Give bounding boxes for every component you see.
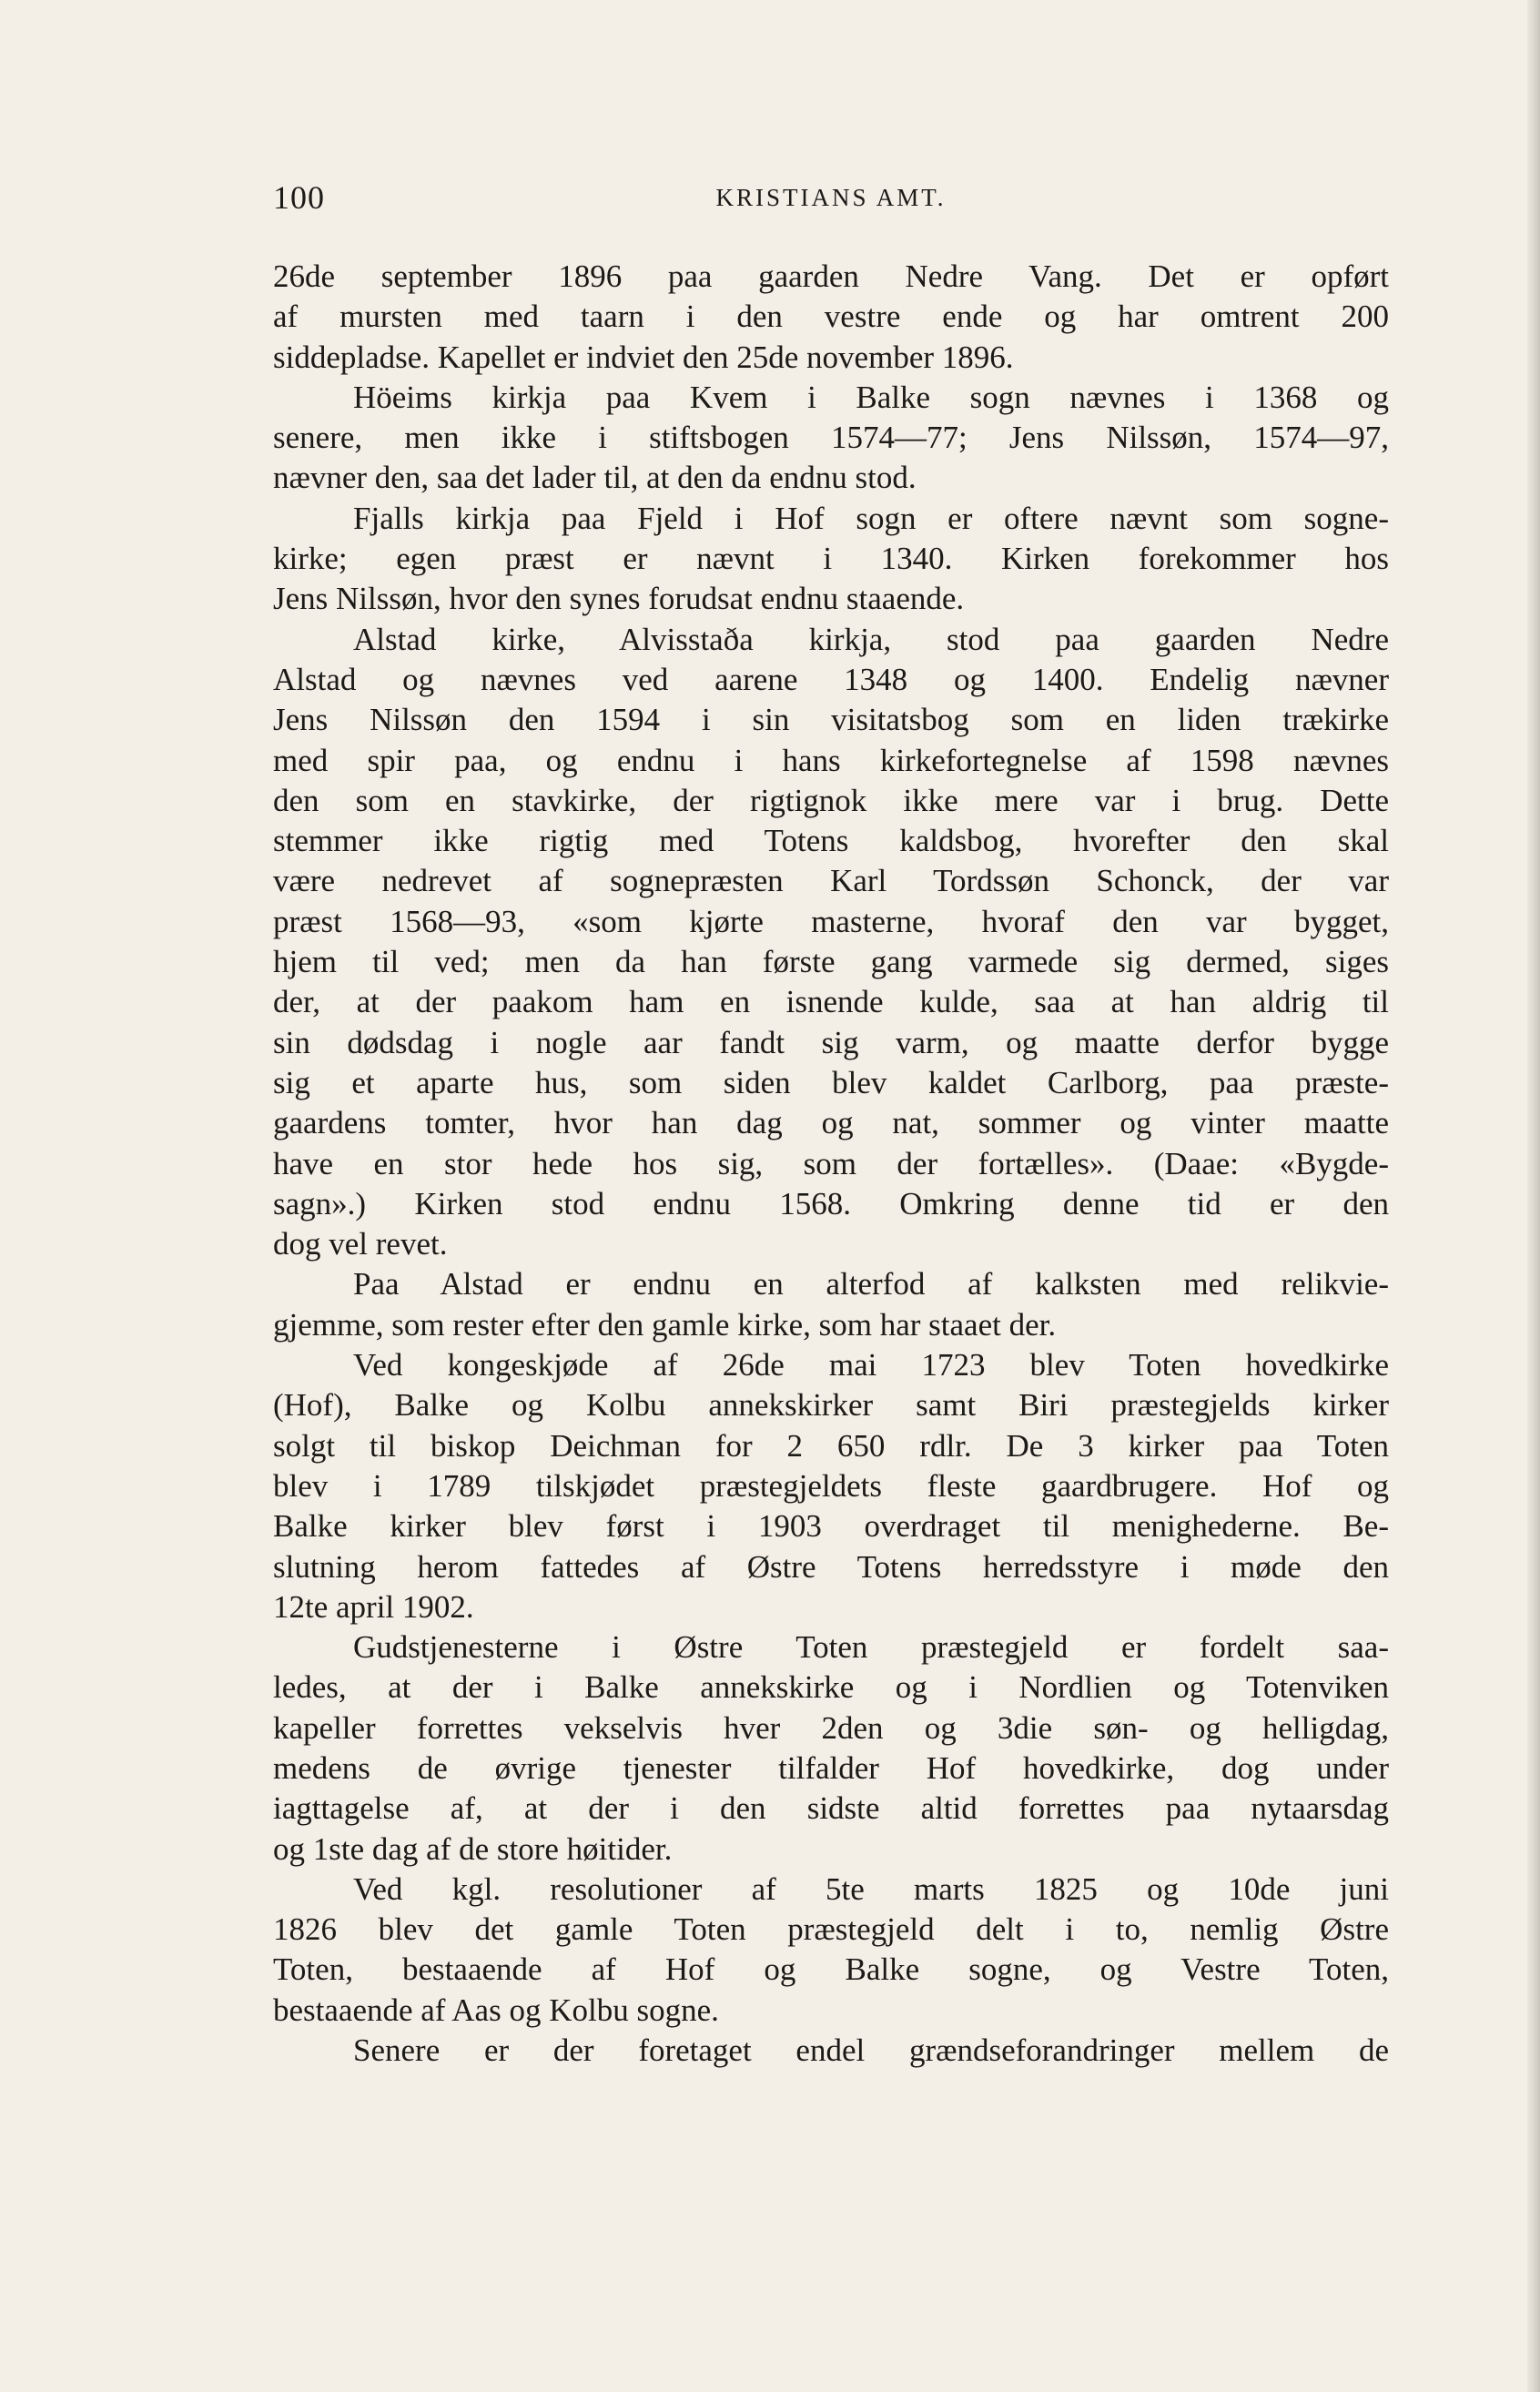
text-line: Paa Alstad er endnu en alterfod af kalksten med relikvie- (353, 1266, 1389, 1302)
text-line: Senere er der foretaget endel grændseforandringer mellem de (353, 2032, 1389, 2069)
body-text (273, 257, 1389, 2071)
text-line: Toten, bestaaende af Hof og Balke sogne, og Vestre Toten, (273, 1951, 1389, 1988)
text-line: slutning herom fattedes af Østre Totens herredsstyre i møde den (273, 1548, 1389, 1585)
text-line: med spir paa, og endnu i hans kirkefortegnelse af 1598 nævnes (273, 742, 1389, 778)
text-line: sig et aparte hus, som siden blev kaldet Carlborg, paa præste- (273, 1064, 1389, 1100)
text-line: solgt til biskop Deichman for 2 650 rdlr. De 3 kirker paa Toten (273, 1427, 1389, 1464)
text-line: dog vel revet. (273, 1226, 448, 1262)
text-line: være nedrevet af sognepræsten Karl Tordssøn Schonck, der var (273, 863, 1389, 899)
text-line: hjem til ved; men da han første gang varmede sig dermed, siges (273, 944, 1389, 980)
text-line: sagn».) Kirken stod endnu 1568. Omkring denne tid er den (273, 1185, 1389, 1221)
text-line: den som en stavkirke, der rigtignok ikke mere var i brug. Dette (273, 782, 1389, 818)
text-line: have en stor hede hos sig, som der fortælles». (Daae: «Bygde- (273, 1145, 1389, 1181)
text-line: (Hof), Balke og Kolbu annekskirker samt Biri præstegjelds kirker (273, 1387, 1389, 1424)
text-line: Alstad kirke, Alvisstaða kirkja, stod paa gaarden Nedre (353, 621, 1389, 657)
text-line: Jens Nilssøn den 1594 i sin visitatsbog som en liden trækirke (273, 702, 1389, 738)
text-line: af mursten med taarn i den vestre ende og har omtrent 200 (273, 299, 1389, 335)
text-line: Höeims kirkja paa Kvem i Balke sogn nævnes i 1368 og (353, 379, 1389, 415)
page-edge-shadow (1527, 0, 1540, 2392)
text-line: Alstad og nævnes ved aarene 1348 og 1400. Endelig nævner (273, 661, 1389, 697)
text-line: nævner den, saa det lader til, at den da endnu stod. (273, 460, 917, 496)
text-line: stemmer ikke rigtig med Totens kaldsbog, hvorefter den skal (273, 823, 1389, 859)
text-line: 12te april 1902. (273, 1588, 474, 1625)
text-line: blev i 1789 tilskjødet præstegjeldets fleste gaardbrugere. Hof og (273, 1467, 1389, 1504)
text-line: gaardens tomter, hvor han dag og nat, sommer og vinter maatte (273, 1105, 1389, 1141)
text-line: siddepladse. Kapellet er indviet den 25de november 1896. (273, 339, 1014, 375)
text-line: Ved kongeskjøde af 26de mai 1723 blev Toten hovedkirke (353, 1347, 1389, 1384)
page-header (273, 178, 1389, 224)
text-line: iagttagelse af, at der i den sidste altid forrettes paa nytaarsdag (273, 1790, 1389, 1827)
running-title: KRISTIANS AMT. (715, 184, 947, 211)
text-line: der, at der paakom ham en isnende kulde, saa at han aldrig til (273, 984, 1389, 1020)
text-line: Fjalls kirkja paa Fjeld i Hof sogn er oftere nævnt som sogne- (353, 500, 1389, 536)
text-line: Gudstjenesterne i Østre Toten præstegjeld er fordelt saa- (353, 1629, 1389, 1666)
page-number: 100 (273, 179, 325, 216)
text-line: 26de september 1896 paa gaarden Nedre Vang. Det er opført (273, 258, 1389, 294)
text-line: Ved kgl. resolutioner af 5te marts 1825 og 10de juni (353, 1870, 1389, 1907)
text-line: præst 1568—93, «som kjørte masterne, hvoraf den var bygget, (273, 903, 1389, 939)
text-line: kapeller forrettes vekselvis hver 2den og 3die søn- og helligdag, (273, 1709, 1389, 1746)
text-line: kirke; egen præst er nævnt i 1340. Kirken forekommer hos (273, 541, 1389, 577)
text-line: medens de øvrige tjenester tilfalder Hof hovedkirke, dog under (273, 1749, 1389, 1786)
text-line: senere, men ikke i stiftsbogen 1574—77; Jens Nilssøn, 1574—97, (273, 420, 1389, 456)
text-line: Balke kirker blev først i 1903 overdraget til menighederne. Be- (273, 1508, 1389, 1545)
text-line: gjemme, som rester efter den gamle kirke, som har staaet der. (273, 1306, 1057, 1343)
text-line: 1826 blev det gamle Toten præstegjeld delt i to, nemlig Østre (273, 1911, 1389, 1948)
text-line: bestaaende af Aas og Kolbu sogne. (273, 1992, 719, 2028)
text-line: ledes, at der i Balke annekskirke og i Nordlien og Totenviken (273, 1669, 1389, 1706)
text-line: Jens Nilssøn, hvor den synes forudsat endnu staaende. (273, 581, 965, 617)
text-line: sin dødsdag i nogle aar fandt sig varm, og maatte derfor bygge (273, 1024, 1389, 1060)
text-line: og 1ste dag af de store høitider. (273, 1830, 673, 1867)
